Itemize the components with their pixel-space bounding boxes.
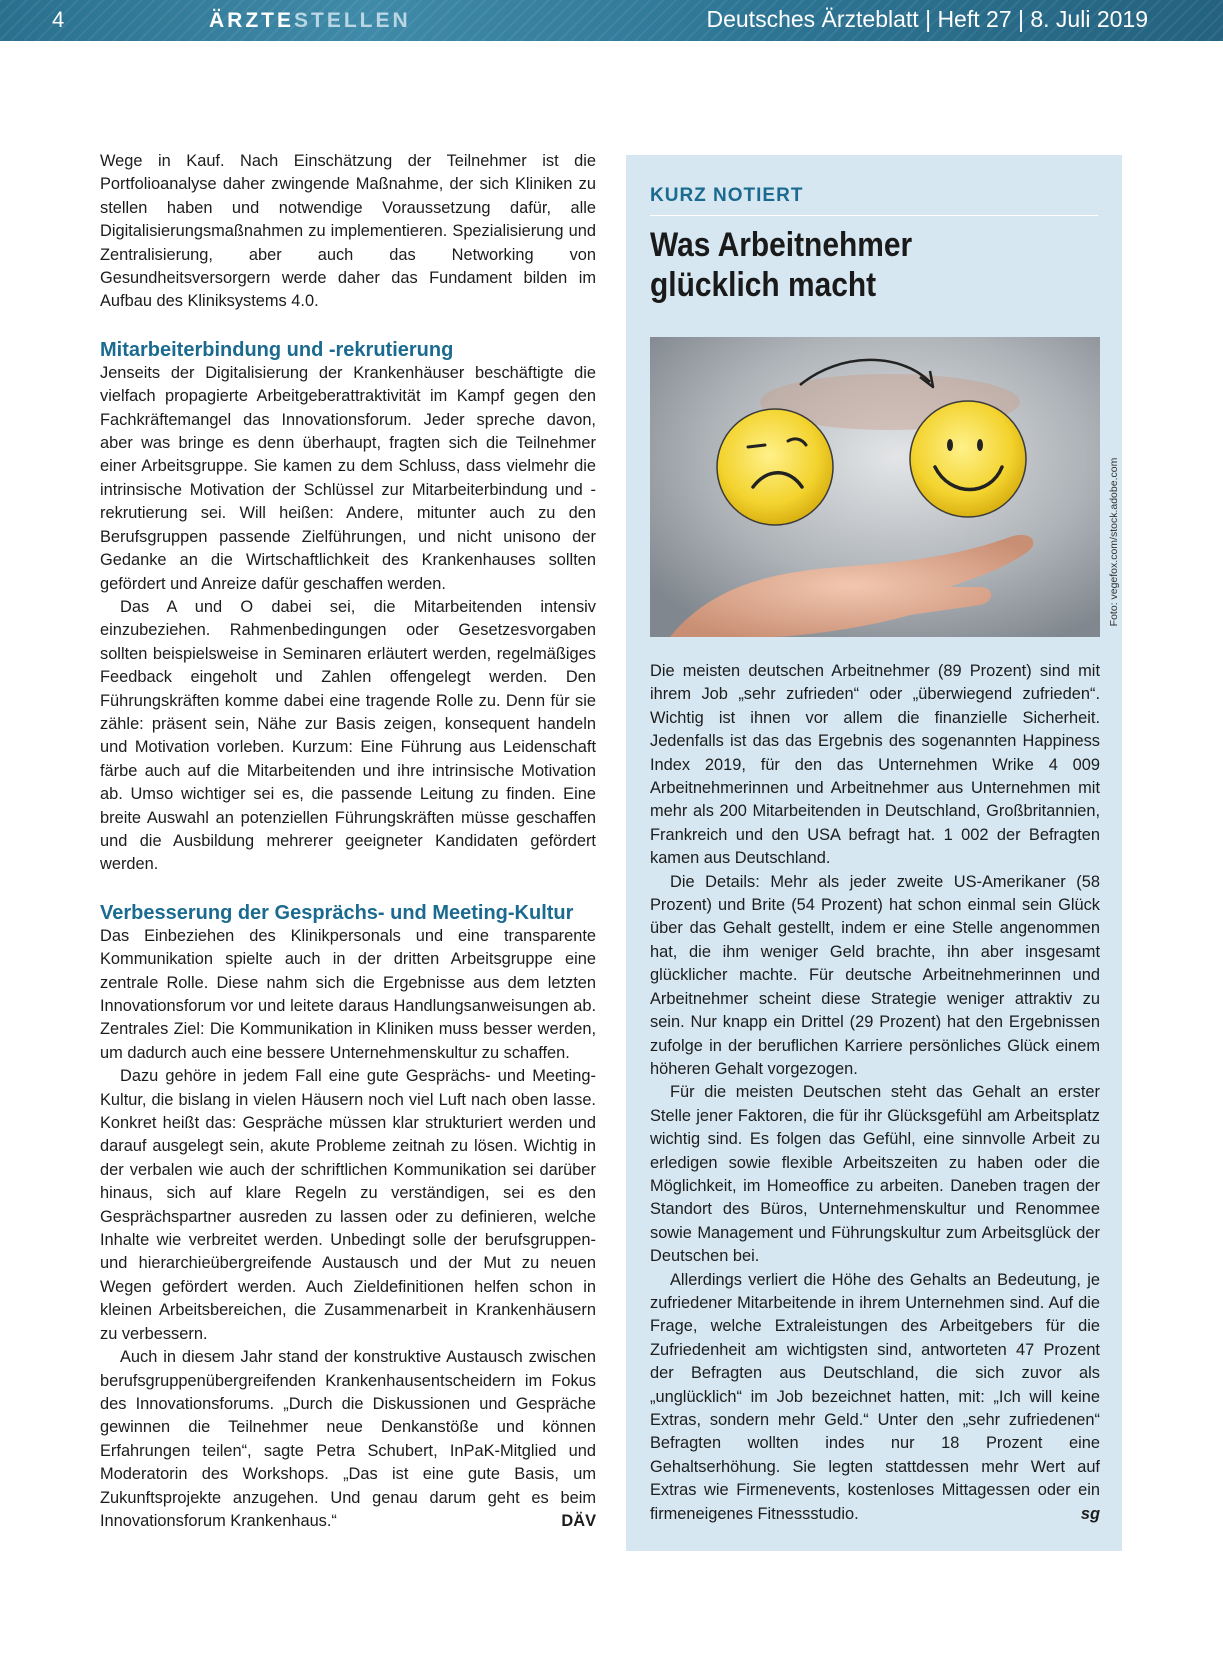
brand-part2: STELLEN	[294, 9, 411, 32]
section2-paragraph-3-text: Auch in diesem Jahr stand der konstruktive Austausch zwischen berufsgruppenübergreifenden Krankenhausentscheidern im Fokus des Innovationsforums. „Durch die Diskussionen und Gespräche gewinnen die Teilnehmer neue Denkanstöße und können Erfahrungen teilen“, sagte Petra Schubert, InPaK-Mitglied und Moderatorin des Workshops. „Das ist eine gute Basis, um Zukunftsprojekte anzugehen. Und genau darum geht es beim Innovationsforum Krankenhaus.“	[100, 1348, 596, 1530]
section2-paragraph-3	[100, 1346, 596, 1533]
sidebar-headline: Was Arbeitnehmer glücklich macht	[650, 226, 913, 304]
happy-face-icon	[910, 401, 1026, 517]
brand-part1: ÄRZTE	[209, 9, 294, 32]
photo-credit	[1104, 448, 1118, 638]
section2-paragraph-2: Dazu gehöre in jedem Fall eine gute Gesprächs- und Meeting-Kultur, die bislang in vielen Häusern noch viel Luft nach oben lasse. Konkret heißt das: Gespräche müssen klar strukturiert werden und darauf ausgelegt sein, akute Probleme zeitnah zu lösen. Wichtig in der verbalen wie auch der schriftlichen Kommunikation sei darüber hinaus, sich auf klare Regeln zu verständigen, sei es den Gesprächspartner ausreden zu lassen oder zu definieren, welche Inhalte wie verbreitet werden. Unbedingt solle der berufsgruppen- und hierarchieübergreifende Austausch und der Mut zu neuen Wegen gefördert werden. Auch Zieldefinitionen helfen schon in kleinen Arbeitsbereichen, die Zusammenarbeit in Krankenhäusern zu verbessern.	[100, 1067, 596, 1343]
sidebar-paragraph-2: Die Details: Mehr als jeder zweite US-Amerikaner (58 Prozent) und Brite (54 Prozent) hat schon einmal sein Glück über das Gehalt gestellt, indem er eine Stelle angenommen hat, die ihm weniger Geld brachte, ihn aber insgesamt glücklicher machte. Für deutsche Arbeitnehmerinnen und Arbeitnehmer scheint diese Strategie weniger attraktiv zu sein. Nur knapp ein Drittel (29 Prozent) hat den Ergebnissen zufolge in der beruflichen Karriere persönliches Glück einem höheren Gehalt vorgezogen.	[650, 872, 1100, 1078]
main-article-column	[100, 150, 596, 1533]
page-number: 4	[52, 7, 65, 32]
sidebar-kicker: KURZ NOTIERT	[650, 185, 1098, 216]
sidebar-paragraph-3: Für die meisten Deutschen steht das Gehalt an erster Stelle jener Faktoren, die für ihr Glücksgefühl am Arbeitsplatz wichtig sind. Es folgen das Gefühl, eine sinnvolle Arbeit zu erledigen sowie flexible Arbeitszeiten zu haben oder die Möglichkeit, im Homeoffice zu arbeiten. Daneben tragen der Standort des Büros, Unternehmenskultur und Renommee sowie Management und Führungskultur zum Arbeitsglück der Deutschen bei.	[650, 1083, 1100, 1266]
page-header	[0, 0, 1223, 41]
section1-paragraph-2: Das A und O dabei sei, die Mitarbeitenden intensiv einzubeziehen. Rahmenbedingungen oder Gesetzesvorgaben sollten beispielsweise in Seminaren erläutert werden, regelmäßiges Feedback eingeholt und Zahlen offengelegt werden. Den Führungskräften komme dabei eine tragende Rolle zu. Denn für sie zähle: präsent sein, Nähe zur Basis zeigen, konsequent handeln und Motivation vorleben. Kurzum: Eine Führung aus Leidenschaft färbe auch auf die Mitarbeitenden und ihre intrinsische Motivation ab. Umso wichtiger sei es, die passende Leitung zu finden. Eine breite Auswahl an potenziellen Führungskräften müsse geschaffen und die Ausbildung mehrerer geeigneter Kandidaten gefördert werden.	[100, 597, 596, 874]
section-heading-meeting-kultur: Verbesserung der Gesprächs- und Meeting-Kultur	[100, 901, 574, 924]
photo-credit-text: Foto: vegefox.com/stock.adobe.com	[1108, 457, 1120, 627]
sidebar-paragraph-1: Die meisten deutschen Arbeitnehmer (89 Prozent) sind mit ihrem Job „sehr zufrieden“ oder „überwiegend zufrieden“. Wichtig ist ihnen vor allem die finanzielle Sicherheit. Jedenfalls ist das das Ergebnis des sogenannten Happiness Index 2019, für den das Unternehmen Wrike 4 009 Arbeitnehmerinnen und Arbeitnehmer aus Unternehmen mit mehr als 200 Mitarbeitenden in Deutschland, Großbritannien, Frankreich und den USA befragt hat. 1 002 der Befragten kamen aus Deutschland.	[650, 662, 1100, 868]
intro-paragraph: Wege in Kauf. Nach Einschätzung der Teilnehmer ist die Portfolioanalyse daher zwingende Maßnahme, der sich Kliniken zu stellen haben und notwendige Voraussetzung dafür, alle Digitalisierungsmaßnahmen zu implementieren. Spezialisierung und Zentralisierung, aber auch das Networking von Gesundheitsversorgern werde daher das Fundament bilden im Aufbau des Kliniksystems 4.0.	[100, 152, 596, 311]
section-heading-mitarbeiterbindung: Mitarbeiterbindung und -rekrutierung	[100, 338, 454, 361]
smiley-photo	[650, 337, 1100, 637]
sidebar-signature: sg	[1080, 1504, 1100, 1523]
sad-face-icon	[717, 409, 833, 525]
issue-info: Deutsches Ärzteblatt | Heft 27 | 8. Juli 2019	[706, 6, 1148, 32]
smiley-illustration	[650, 337, 1100, 637]
section1-paragraph-1: Jenseits der Digitalisierung der Krankenhäuser beschäftigte die vielfach propagierte Arbeitgeberattraktivität im Kampf gegen den Fachkräftemangel das Innovationsforum. Jeder spreche davon, aber was bringe es denn überhaupt, fragten sich die Teilnehmer einer Arbeitsgruppe. Sie kamen zu dem Schluss, dass vielmehr die intrinsische Motivation der Schlüssel zur Mitarbeiterbindung und -rekrutierung sei. Will heißen: Andere, mitunter auch zu den Berufsgruppen passende Zielführungen, und nicht unisono der Gedanke an die Wirtschaftlichkeit des Krankenhauses sollten gefördert und Anreize dafür geschaffen werden.	[100, 363, 596, 593]
sidebar-text	[650, 660, 1100, 1526]
sidebar-paragraph-4-text: Allerdings verliert die Höhe des Gehalts an Bedeutung, je zufriedener Mitarbeitende in ihrem Unternehmen sind. Auf die Frage, welche Extraleistungen des Arbeitgebers für die Zufriedenheit am wichtigsten sind, antworteten 47 Prozent der Befragten aus Deutschland, die sich zuvor als „unglücklich“ im Job bezeichnet hatten, mit: „Ich will keine Extras, sondern mehr Geld.“ Unter den „sehr zufriedenen“ Befragten wollten indes nur 18 Prozent eine Gehaltserhöhung. Sie legten stattdessen mehr Wert auf Extras wie Firmenevents, kostenloses Mittagessen oder ein firmeneigenes Fitnessstudio.	[650, 1270, 1100, 1523]
sidebar-box	[626, 155, 1122, 1551]
author-signature: DÄV	[561, 1511, 596, 1530]
section2-paragraph-1: Das Einbeziehen des Klinikpersonals und eine transparente Kommunikation spielte auch in der dritten Arbeitsgruppe eine zentrale Rolle. Diese nahm sich die Ergebnisse aus dem letzten Innovationsforum vor und leitete daraus Handlungsanweisungen ab. Zentrales Ziel: Die Kommunikation in Kliniken muss besser werden, um dadurch auch eine bessere Unternehmenskultur zu schaffen.	[100, 926, 596, 1062]
brand-logo	[209, 9, 411, 33]
sidebar-paragraph-4	[650, 1269, 1100, 1526]
